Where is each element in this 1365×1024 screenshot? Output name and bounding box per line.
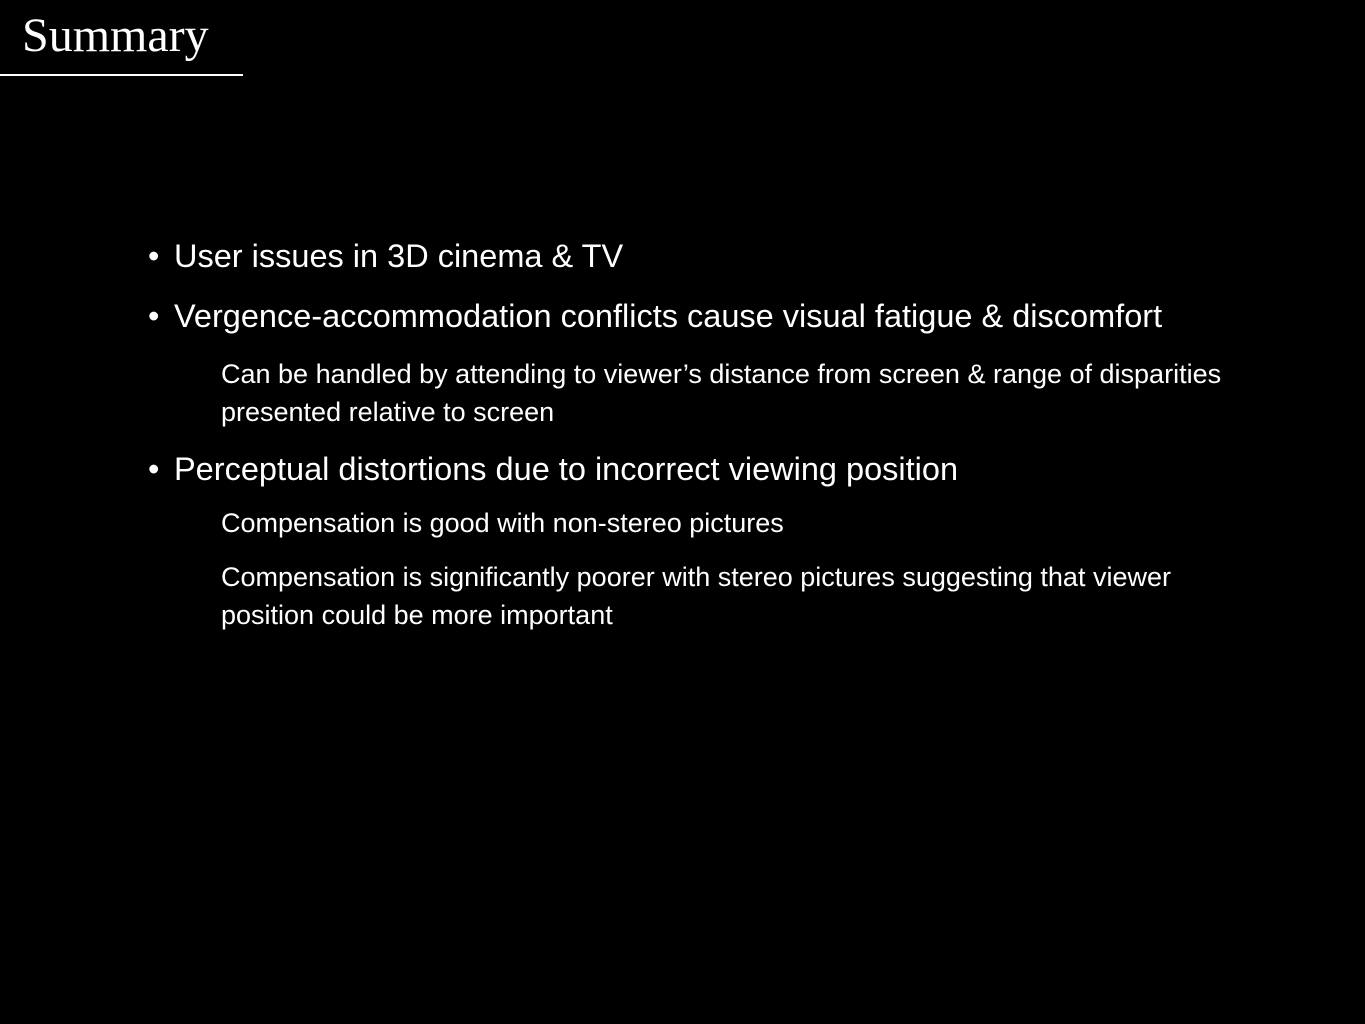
title-underline [0,74,243,76]
bullet-item [148,449,1238,490]
sub-point: Compensation is significantly poorer with stereo pictures suggesting that viewer position could be more important [221,562,1171,630]
bullet-item [148,296,1238,337]
bullet-text: Perceptual distortions due to incorrect viewing position [174,451,959,487]
bullet-text: Vergence-accommodation conflicts cause visual fatigue & discomfort [174,298,1163,334]
bullet-marker: • [148,298,160,334]
sub-point: Can be handled by attending to viewer’s distance from screen & range of disparities presented relative to screen [221,359,1222,427]
bullet-marker: • [148,451,160,487]
bullet-item [148,236,1238,277]
bullet-marker: • [148,238,160,274]
slide-body [148,236,1238,634]
sub-point: Compensation is good with non-stereo pictures [221,508,784,538]
bullet-text: User issues in 3D cinema & TV [174,238,624,274]
slide-title: Summary [22,9,209,62]
